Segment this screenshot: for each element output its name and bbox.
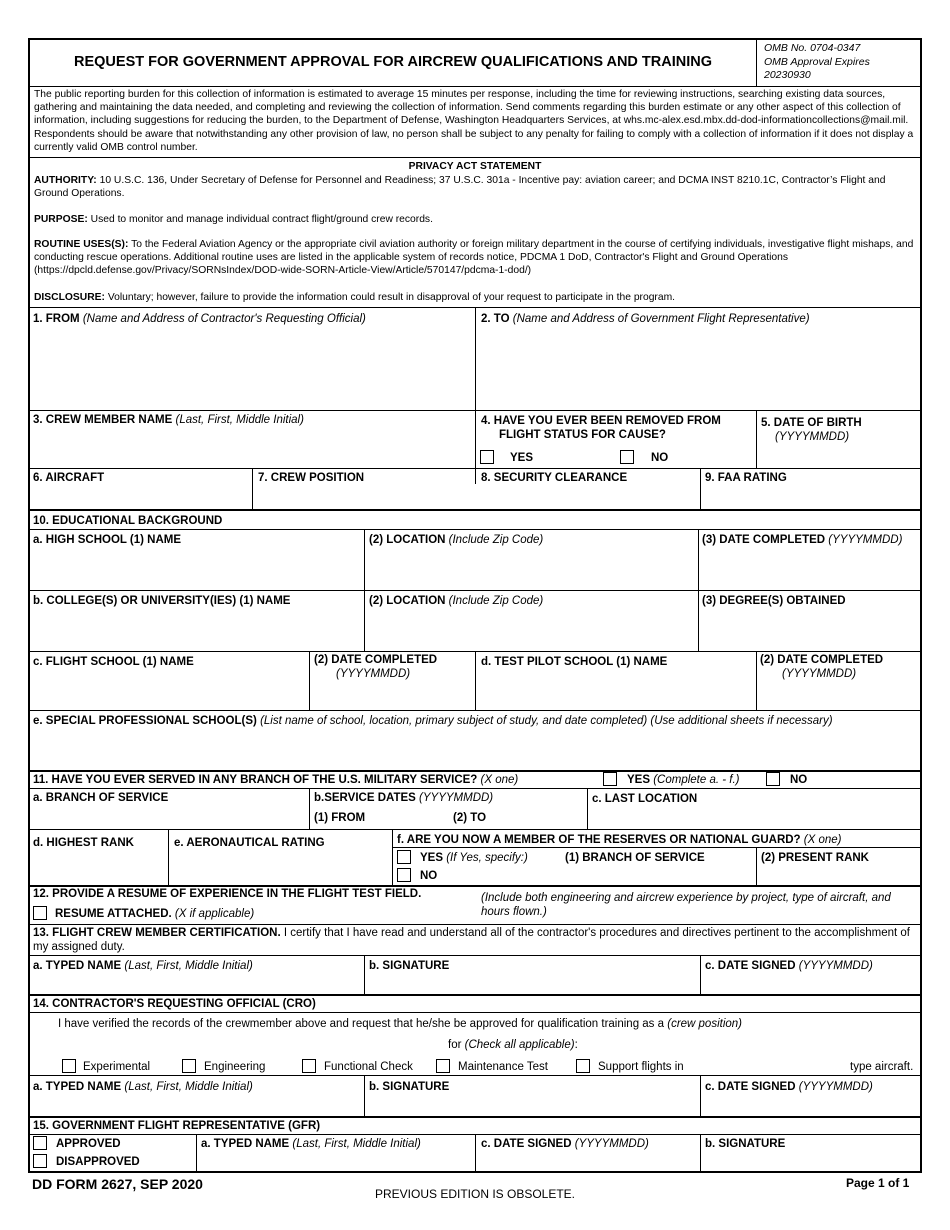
high-school-location-field[interactable]	[365, 548, 698, 588]
highest-rank-field[interactable]	[30, 851, 168, 883]
to-field[interactable]	[476, 328, 920, 408]
privacy-routine-uses	[34, 238, 918, 278]
disclosure-text: Voluntary; however, failure to provide the information could result in disapproval of your request to participate in the program.	[107, 292, 676, 303]
resume-note: (Include both engineering and aircrew experience by project, type of aircraft, and hours flown.)	[481, 892, 891, 918]
removed-yes-checkbox[interactable]	[480, 450, 494, 464]
purpose-label: PURPOSE:	[34, 214, 88, 225]
crew-signature-label: b. SIGNATURE	[369, 960, 450, 972]
cro-typed-name-label: a. TYPED NAME (Last, First, Middle Initial)	[33, 1081, 253, 1093]
burden-statement: The public reporting burden for this collection of information is estimated to average 15 minutes per response, including the time for reviewing instructions, searching existing data sources, gathering and maintaining the data needed, and completing and reviewing the collection of information. Send comments regarding this burden estimate or any other aspect of this collection of information, including suggestions for reducing the burden, to the Department of Defense, Washington Headquarters Services, at whs.mc-alex.esd.mbx.dd-dod-informationcollections@mail.mil. Respondents should be aware that notwithstanding any other provision of law, no person shall be subject to any penalty for failing to comply with a collection of information if it does not display a currently valid OMB control number.	[34, 89, 914, 153]
education-title: 10. EDUCATIONAL BACKGROUND	[33, 515, 223, 527]
support-aircraft-type-field[interactable]	[700, 1057, 845, 1074]
college-location-field[interactable]	[365, 609, 698, 649]
approved-checkbox[interactable]	[33, 1136, 47, 1150]
test-pilot-school-name-label: d. TEST PILOT SCHOOL (1) NAME	[481, 656, 668, 668]
disapproved-checkbox[interactable]	[33, 1154, 47, 1168]
special-schools-field[interactable]	[30, 730, 920, 768]
military-no-label: NO	[790, 774, 808, 786]
gfr-typed-name-label: a. TYPED NAME (Last, First, Middle Initial)	[201, 1138, 421, 1150]
cro-signature-field[interactable]	[365, 1095, 699, 1113]
service-to-label: (2) TO	[453, 812, 487, 824]
cro-signature-label: b. SIGNATURE	[369, 1081, 450, 1093]
maintenance-test-checkbox[interactable]	[436, 1059, 450, 1073]
to-label: 2. TO (Name and Address of Government Flight Representative)	[481, 313, 810, 325]
special-schools-label: e. SPECIAL PROFESSIONAL SCHOOL(S) (List name of school, location, primary subject of study, and date completed) (Use additional sheets if necessary)	[33, 715, 833, 727]
privacy-act-title: PRIVACY ACT STATEMENT	[408, 161, 542, 172]
engineering-checkbox[interactable]	[182, 1059, 196, 1073]
crew-position-label: 7. CREW POSITION	[258, 472, 365, 484]
crew-date-signed-label: c. DATE SIGNED (YYYYMMDD)	[705, 960, 873, 972]
removed-yes-label: YES	[510, 452, 534, 464]
military-yes-label: YES (Complete a. - f.)	[627, 774, 740, 786]
privacy-authority	[34, 174, 918, 200]
high-school-location-label: (2) LOCATION (Include Zip Code)	[369, 534, 544, 546]
flight-school-name-field[interactable]	[30, 670, 309, 708]
page-number: Page 1 of 1	[846, 1176, 910, 1190]
form-number: DD FORM 2627, SEP 2020	[32, 1176, 203, 1192]
reserves-rank-label: (2) PRESENT RANK	[761, 852, 869, 864]
resume-attached-checkbox[interactable]	[33, 906, 47, 920]
high-school-date-field[interactable]	[699, 548, 920, 588]
form-title: REQUEST FOR GOVERNMENT APPROVAL FOR AIRCREW QUALIFICATIONS AND TRAINING	[74, 54, 712, 70]
omb-approval: OMB Approval Expires	[764, 55, 870, 68]
authority-text: 10 U.S.C. 136, Under Secretary of Defense for Personnel and Readiness; 37 U.S.C. 301a - Incentive pay: aviation career; and DCMA INST 8210.1C, Contractor’s Flight and Ground Operations.	[34, 175, 886, 200]
high-school-name-label: a. HIGH SCHOOL (1) NAME	[33, 534, 182, 546]
service-to-field[interactable]	[495, 808, 585, 827]
aeronautical-rating-field[interactable]	[169, 851, 391, 883]
crew-typed-name-label: a. TYPED NAME (Last, First, Middle Initial)	[33, 960, 253, 972]
crew-member-name-label: 3. CREW MEMBER NAME (Last, First, Middle Initial)	[33, 414, 304, 426]
previous-edition-note: PREVIOUS EDITION IS OBSOLETE.	[374, 1187, 576, 1201]
removed-question: 4. HAVE YOU EVER BEEN REMOVED FROM FLIGHT STATUS FOR CAUSE?	[481, 415, 721, 441]
support-flights-label: Support flights in	[598, 1061, 684, 1073]
experimental-checkbox[interactable]	[62, 1059, 76, 1073]
crew-date-signed-field[interactable]	[701, 974, 920, 992]
reserves-question: f. ARE YOU NOW A MEMBER OF THE RESERVES OR NATIONAL GUARD? (X one)	[397, 834, 842, 846]
omb-number: OMB No. 0704-0347	[764, 42, 861, 54]
college-degree-label: (3) DEGREE(S) OBTAINED	[702, 595, 846, 607]
college-degree-field[interactable]	[699, 609, 920, 649]
cro-check-instruction: for (Check all applicable):	[448, 1039, 578, 1051]
college-name-field[interactable]	[30, 609, 364, 649]
gfr-typed-name-field[interactable]	[197, 1152, 475, 1170]
security-clearance-field[interactable]	[476, 486, 700, 508]
service-from-field[interactable]	[370, 808, 450, 827]
privacy-purpose	[34, 213, 918, 226]
reserves-no-label: NO	[420, 870, 438, 882]
dd-form-2627	[28, 38, 922, 1173]
faa-rating-field[interactable]	[701, 486, 920, 508]
gfr-date-signed-field[interactable]	[476, 1152, 700, 1170]
authority-label: AUTHORITY:	[34, 175, 97, 186]
functional-check-label: Functional Check	[324, 1061, 413, 1073]
high-school-date-label: (3) DATE COMPLETED (YYYYMMDD)	[702, 534, 903, 546]
removed-no-checkbox[interactable]	[620, 450, 634, 464]
security-clearance-label: 8. SECURITY CLEARANCE	[481, 472, 628, 484]
service-dates-label: b.SERVICE DATES (YYYYMMDD)	[314, 792, 494, 804]
gfr-date-signed-label: c. DATE SIGNED (YYYYMMDD)	[481, 1138, 649, 1150]
aeronautical-rating-label: e. AERONAUTICAL RATING	[174, 837, 325, 849]
cro-date-signed-label: c. DATE SIGNED (YYYYMMDD)	[705, 1081, 873, 1093]
cro-statement: I have verified the records of the crewmember above and request that he/she be approved for qualification training as a (crew position)	[58, 1018, 743, 1030]
branch-of-service-field[interactable]	[30, 806, 309, 828]
support-flights-checkbox[interactable]	[576, 1059, 590, 1073]
resume-attached-label: RESUME ATTACHED. (X if applicable)	[55, 908, 255, 920]
purpose-text: Used to monitor and manage individual contract flight/ground crew records.	[90, 214, 433, 225]
removed-no-label: NO	[651, 452, 669, 464]
reserves-no-checkbox[interactable]	[397, 868, 411, 882]
last-location-field[interactable]	[588, 807, 920, 828]
reserves-yes-checkbox[interactable]	[397, 850, 411, 864]
routine-text: To the Federal Aviation Agency or the appropriate civil aviation authority or foreign military department in the course of certifying individuals, investigative flight mishaps, and conducting rescue operations. Additional routine uses are listed in the applicable system of records notice, PDCMA 1 DoD, Contractor's Flight and Ground Operations (https://dpcld.defense.gov/Privacy/SORNsIndex/DOD-wide-SORN-Article-View/Article/570147/pdcma-1-dod/)	[34, 239, 914, 277]
aircraft-field[interactable]	[30, 486, 252, 508]
routine-label: ROUTINE USES(S):	[34, 239, 129, 250]
cro-title: 14. CONTRACTOR'S REQUESTING OFFICIAL (CRO)	[33, 998, 316, 1010]
aircraft-label: 6. AIRCRAFT	[33, 472, 105, 484]
crew-typed-name-field[interactable]	[30, 974, 364, 992]
dob-label: 5. DATE OF BIRTH (YYYYMMDD)	[761, 417, 862, 443]
disclosure-label: DISCLOSURE:	[34, 292, 105, 303]
dob-field[interactable]	[757, 446, 920, 466]
omb-block	[764, 42, 870, 83]
college-name-label: b. COLLEGE(S) OR UNIVERSITY(IES) (1) NAME	[33, 595, 291, 607]
resume-title: 12. PROVIDE A RESUME OF EXPERIENCE IN THE FLIGHT TEST FIELD.	[33, 888, 422, 900]
flight-school-date-label: (2) DATE COMPLETED (YYYYMMDD)	[314, 654, 438, 680]
from-label: 1. FROM (Name and Address of Contractor's Requesting Official)	[33, 313, 366, 325]
reserves-branch-label: (1) BRANCH OF SERVICE	[565, 852, 705, 864]
last-location-label: c. LAST LOCATION	[592, 793, 698, 805]
approved-label: APPROVED	[56, 1138, 121, 1150]
faa-rating-label: 9. FAA RATING	[705, 472, 787, 484]
disapproved-label: DISAPPROVED	[56, 1156, 140, 1168]
gfr-signature-label: b. SIGNATURE	[705, 1138, 786, 1150]
from-field[interactable]	[30, 328, 475, 408]
reserves-branch-field[interactable]	[565, 866, 755, 883]
privacy-disclosure	[34, 291, 918, 304]
maintenance-test-label: Maintenance Test	[458, 1061, 548, 1073]
test-pilot-date-field[interactable]	[757, 685, 920, 708]
highest-rank-label: d. HIGHEST RANK	[33, 837, 134, 849]
crew-signature-field[interactable]	[365, 974, 699, 992]
flight-school-name-label: c. FLIGHT SCHOOL (1) NAME	[33, 656, 194, 668]
reserves-yes-label: YES (If Yes, specify:)	[420, 852, 528, 864]
gfr-title: 15. GOVERNMENT FLIGHT REPRESENTATIVE (GFR)	[33, 1120, 321, 1132]
type-aircraft-label: type aircraft.	[850, 1061, 914, 1073]
engineering-label: Engineering	[204, 1061, 266, 1073]
military-no-checkbox[interactable]	[766, 772, 780, 786]
cro-typed-name-field[interactable]	[30, 1095, 364, 1113]
service-from-label: (1) FROM	[314, 812, 366, 824]
experimental-label: Experimental	[83, 1061, 151, 1073]
high-school-name-field[interactable]	[30, 548, 364, 588]
functional-check-checkbox[interactable]	[302, 1059, 316, 1073]
flight-school-date-field[interactable]	[310, 685, 475, 708]
test-pilot-date-label: (2) DATE COMPLETED (YYYYMMDD)	[760, 654, 884, 680]
military-question: 11. HAVE YOU EVER SERVED IN ANY BRANCH OF THE U.S. MILITARY SERVICE? (X one)	[33, 774, 519, 786]
test-pilot-school-name-field[interactable]	[476, 670, 756, 708]
omb-date: 20230930	[764, 69, 811, 81]
college-location-label: (2) LOCATION (Include Zip Code)	[369, 595, 544, 607]
crew-position-field[interactable]	[253, 486, 475, 508]
reserves-rank-field[interactable]	[757, 866, 920, 883]
branch-of-service-label: a. BRANCH OF SERVICE	[33, 792, 169, 804]
gfr-signature-field[interactable]	[701, 1152, 920, 1170]
cro-crew-position-field[interactable]	[800, 1015, 918, 1031]
cro-date-signed-field[interactable]	[701, 1095, 920, 1113]
crew-member-name-field[interactable]	[30, 428, 475, 466]
certification-statement: 13. FLIGHT CREW MEMBER CERTIFICATION. I certify that I have read and understand all of the contractor's procedures and directives pertinent to the accomplishment of my assigned duty.	[33, 927, 910, 953]
military-yes-checkbox[interactable]	[603, 772, 617, 786]
